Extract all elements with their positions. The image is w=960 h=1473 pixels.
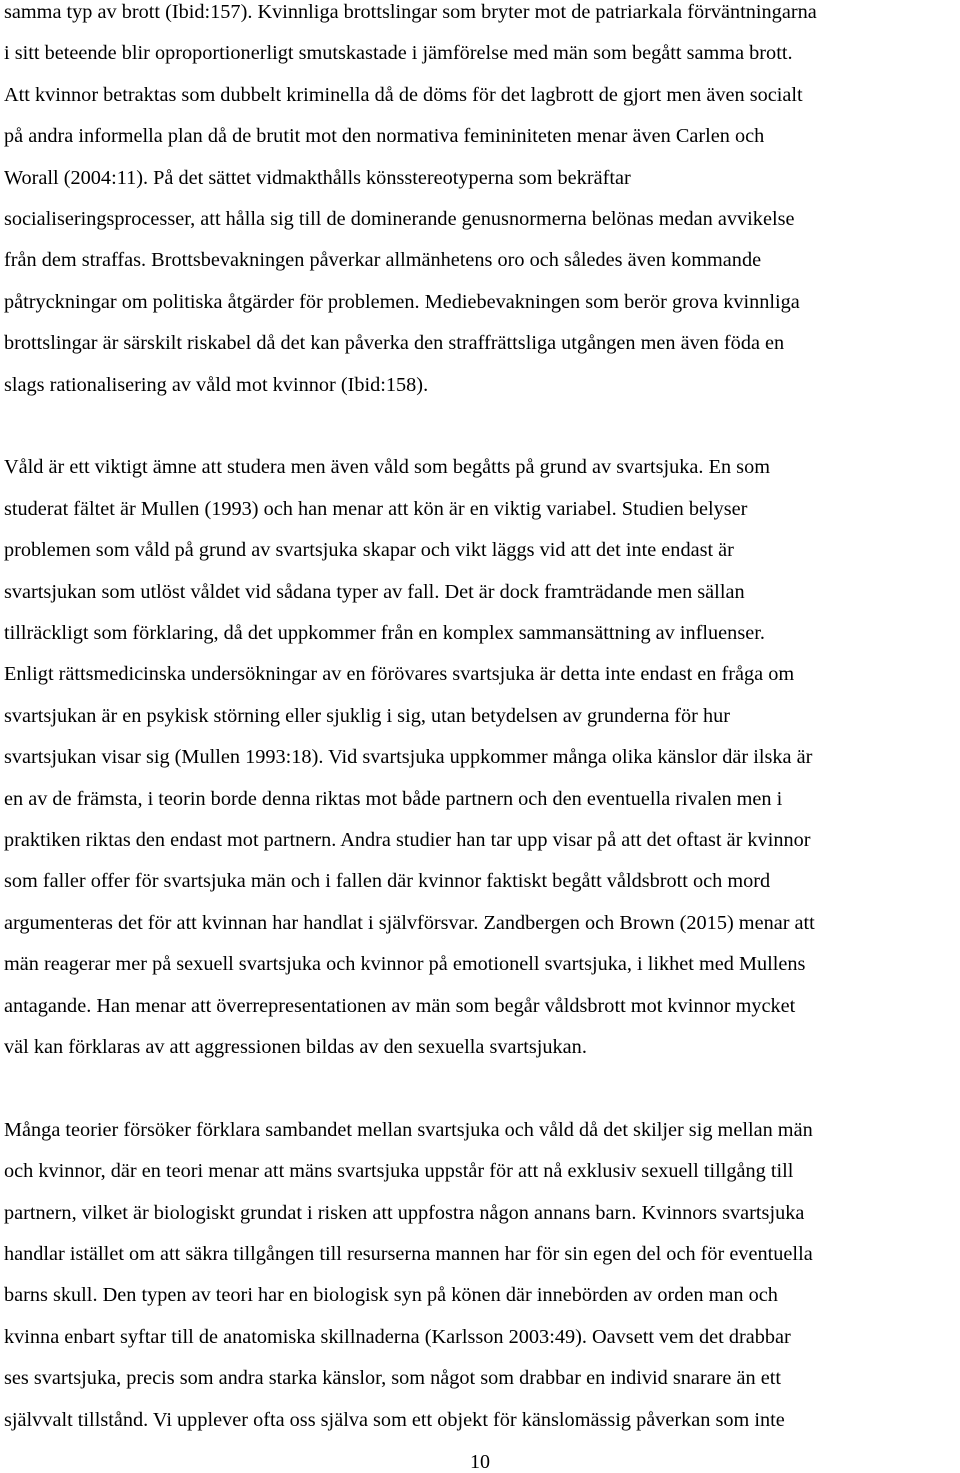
text-line: Enligt rättsmedicinska undersökningar av en förövares svartsjuka är detta inte endast en fråga om: [4, 663, 795, 686]
text-line: kvinna enbart syftar till de anatomiska skillnaderna (Karlsson 2003:49). Oavsett vem det drabbar: [4, 1325, 791, 1348]
text-line: svartsjukan är en psykisk störning eller sjuklig i sig, utan betydelsen av grunderna för hur: [4, 704, 731, 727]
text-line: barns skull. Den typen av teori har en biologisk syn på könen där innebörden av orden man och: [4, 1284, 778, 1307]
text-line: handlar istället om att säkra tillgången till resurserna mannen har för sin egen del och för eventuella: [4, 1243, 813, 1265]
text-line: Våld är ett viktigt ämne att studera men även våld som begåtts på grund av svartsjuka. En som: [4, 456, 770, 479]
text-line: antagande. Han menar att överrepresentationen av män som begår våldsbrott mot kvinnor mycket: [4, 994, 796, 1017]
text-line: påtryckningar om politiska åtgärder för problemen. Mediebevakningen som berör grova kvinnliga: [4, 290, 800, 313]
text-line: samma typ av brott (Ibid:157). Kvinnliga brottslingar som bryter mot de patriarkala förväntningarna: [4, 1, 817, 23]
text-line: studerat fältet är Mullen (1993) och han menar att kön är en viktig variabel. Studien belyser: [4, 497, 748, 520]
text-line: som faller offer för svartsjuka män och i fallen där kvinnor faktiskt begått våldsbrott och mord: [4, 870, 771, 893]
text-line: självvalt tillstånd. Vi upplever ofta oss själva som ett objekt för känslomässig påverkan som inte: [4, 1408, 785, 1431]
text-line: och kvinnor, där en teori menar att mäns svartsjuka uppstår för att nå exklusiv sexuell tillgång till: [4, 1160, 794, 1183]
text-line: i sitt beteende blir oproportionerligt smutskastade i jämförelse med män som begått samma brott.: [4, 42, 793, 65]
text-line: en av de främsta, i teorin borde denna riktas mot både partnern och den eventuella rivalen men i: [4, 787, 783, 810]
text-line: socialiseringsprocesser, att hålla sig till de dominerande genusnormerna belönas medan avvikelse: [4, 208, 795, 230]
text-line: problemen som våld på grund av svartsjuka skapar och vikt läggs vid att det inte endast är: [4, 539, 734, 562]
page-number: 10: [470, 1451, 490, 1473]
text-line: svartsjukan som utlöst våldet vid sådana typer av fall. Det är dock framträdande men sällan: [4, 580, 745, 603]
text-line: tillräckligt som förklaring, då det uppkommer från en komplex sammansättning av influenser.: [4, 622, 765, 644]
text-line: från dem straffas. Brottsbevakningen påverkar allmänhetens oro och således även kommande: [4, 249, 762, 272]
text-line: Worall (2004:11). På det sättet vidmakthålls könsstereotyperna som bekräftar: [4, 166, 631, 189]
text-line: argumenteras det för att kvinnan har handlat i självförsvar. Zandbergen och Brown (2015) menar att: [4, 911, 815, 934]
text-line: män reagerar mer på sexuell svartsjuka och kvinnor på emotionell svartsjuka, i likhet med Mullens: [4, 953, 806, 976]
text-line: Många teorier försöker förklara sambandet mellan svartsjuka och våld då det skiljer sig mellan män: [4, 1118, 813, 1141]
text-line: svartsjukan visar sig (Mullen 1993:18). Vid svartsjuka uppkommer många olika känslor där ilska är: [4, 746, 813, 769]
text-line: praktiken riktas den endast mot partnern. Andra studier han tar upp visar på att det oftast är kvinnor: [4, 829, 811, 851]
text-line: brottslingar är särskilt riskabel då det kan påverka den straffrättsliga utgången men även föda en: [4, 332, 785, 355]
text-line: väl kan förklaras av att aggressionen bildas av den sexuella svartsjukan.: [4, 1036, 587, 1058]
text-line: Att kvinnor betraktas som dubbelt kriminella då de döms för det lagbrott de gjort men även socialt: [4, 83, 803, 106]
text-line: ses svartsjuka, precis som andra starka känslor, som något som drabbar en individ snarare än ett: [4, 1367, 781, 1390]
text-line: partnern, vilket är biologiskt grundat i risken att uppfostra någon annans barn. Kvinnors svartsjuka: [4, 1201, 805, 1224]
text-line: slags rationalisering av våld mot kvinnor (Ibid:158).: [4, 373, 429, 396]
text-line: på andra informella plan då de brutit mot den normativa femininiteten menar även Carlen och: [4, 125, 765, 148]
